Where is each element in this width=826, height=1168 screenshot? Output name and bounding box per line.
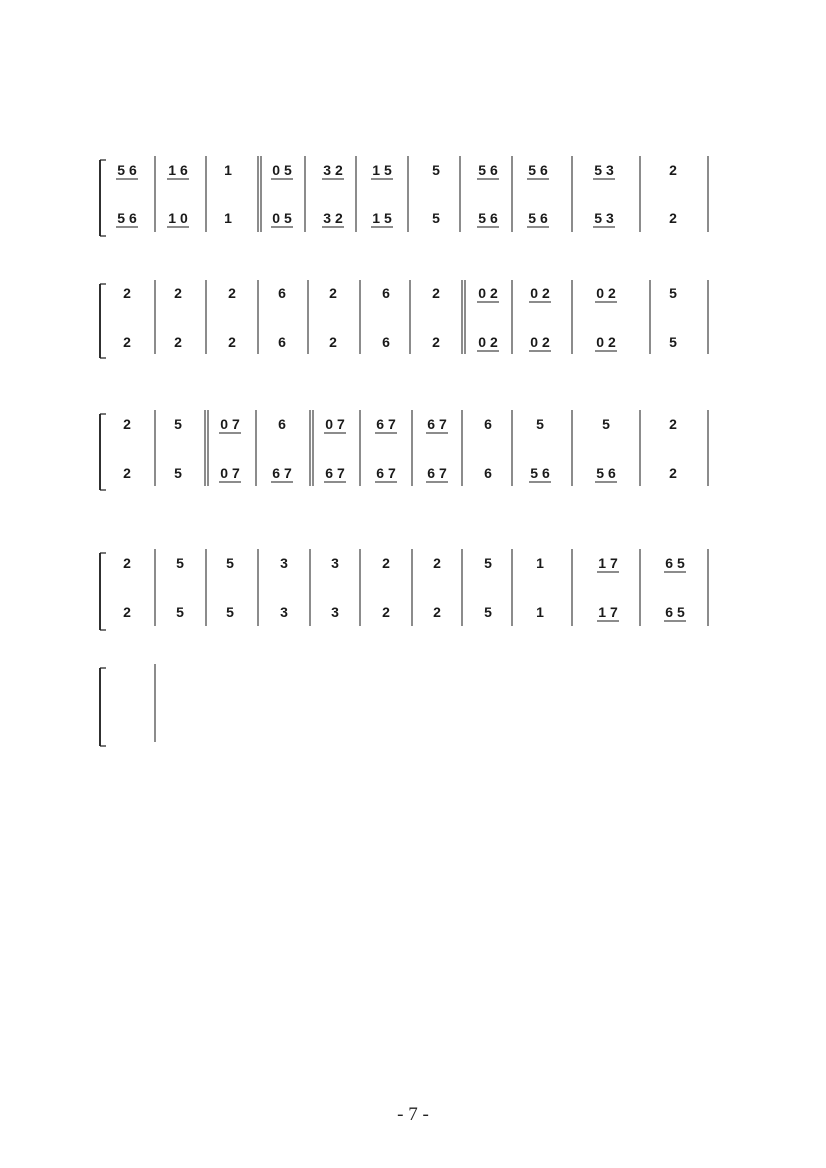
bottom-part-note: 2 <box>123 604 131 620</box>
bottom-part-note: 0 2 <box>530 334 550 350</box>
bottom-part-note: 5 3 <box>594 210 614 226</box>
bottom-part-note: 5 <box>432 210 440 226</box>
bottom-part-note: 1 0 <box>168 210 188 226</box>
top-part-note: 3 <box>280 555 288 571</box>
bottom-part-note: 0 5 <box>272 210 292 226</box>
top-part-note: 2 <box>228 285 236 301</box>
bottom-part-note: 6 7 <box>272 465 292 481</box>
bottom-part-note: 2 <box>382 604 390 620</box>
bottom-part-note: 1 <box>224 210 232 226</box>
bottom-part-note: 6 <box>382 334 390 350</box>
top-part-note: 5 <box>226 555 234 571</box>
top-part-note: 1 5 <box>372 162 392 178</box>
page-number: - 7 - <box>397 1104 429 1125</box>
top-part-note: 5 6 <box>117 162 137 178</box>
bottom-part-note: 5 6 <box>528 210 548 226</box>
top-part-note: 1 <box>536 555 544 571</box>
bottom-part-note: 2 <box>329 334 337 350</box>
top-part-note: 0 5 <box>272 162 292 178</box>
top-part-note: 3 <box>331 555 339 571</box>
top-part-note: 6 <box>278 285 286 301</box>
bottom-part-note: 6 7 <box>376 465 396 481</box>
top-part-note: 5 <box>432 162 440 178</box>
bottom-part-note: 5 <box>484 604 492 620</box>
bottom-part-note: 1 7 <box>598 604 618 620</box>
top-part-note: 6 <box>484 416 492 432</box>
top-part-note: 5 6 <box>478 162 498 178</box>
bottom-part-note: 2 <box>433 604 441 620</box>
top-part-note: 5 <box>176 555 184 571</box>
top-part-note: 1 6 <box>168 162 188 178</box>
top-part-note: 5 <box>669 285 677 301</box>
bottom-part-note: 1 5 <box>372 210 392 226</box>
top-part-note: 2 <box>432 285 440 301</box>
bottom-part-note: 3 <box>280 604 288 620</box>
top-part-note: 2 <box>669 162 677 178</box>
top-part-note: 0 2 <box>530 285 550 301</box>
bottom-part-note: 1 <box>536 604 544 620</box>
bottom-part-note: 5 6 <box>117 210 137 226</box>
top-part-note: 6 <box>382 285 390 301</box>
bottom-part-note: 5 6 <box>596 465 616 481</box>
bottom-part-note: 5 <box>174 465 182 481</box>
top-part-note: 0 7 <box>220 416 240 432</box>
bottom-part-note: 0 7 <box>220 465 240 481</box>
top-part-note: 6 7 <box>376 416 396 432</box>
top-part-note: 6 <box>278 416 286 432</box>
top-part-note: 5 <box>484 555 492 571</box>
top-part-note: 5 <box>174 416 182 432</box>
top-part-note: 0 2 <box>596 285 616 301</box>
bottom-part-note: 5 6 <box>530 465 550 481</box>
top-part-note: 5 <box>536 416 544 432</box>
bottom-part-note: 6 5 <box>665 604 685 620</box>
top-part-note: 5 3 <box>594 162 614 178</box>
bottom-part-note: 6 <box>484 465 492 481</box>
bottom-part-note: 2 <box>174 334 182 350</box>
top-part-note: 2 <box>123 285 131 301</box>
top-part-note: 0 7 <box>325 416 345 432</box>
top-part-note: 2 <box>329 285 337 301</box>
bottom-part-note: 6 7 <box>427 465 447 481</box>
top-part-note: 6 5 <box>665 555 685 571</box>
top-part-note: 0 2 <box>478 285 498 301</box>
top-part-note: 3 2 <box>323 162 343 178</box>
bottom-part-note: 2 <box>669 210 677 226</box>
bottom-part-note: 2 <box>228 334 236 350</box>
bottom-part-note: 2 <box>669 465 677 481</box>
bottom-part-note: 2 <box>123 334 131 350</box>
bottom-part-note: 3 2 <box>323 210 343 226</box>
top-part-note: 2 <box>433 555 441 571</box>
bottom-part-note: 5 6 <box>478 210 498 226</box>
top-part-note: 5 6 <box>528 162 548 178</box>
top-part-note: 5 <box>602 416 610 432</box>
top-part-note: 2 <box>669 416 677 432</box>
top-part-note: 2 <box>174 285 182 301</box>
bottom-part-note: 5 <box>176 604 184 620</box>
bottom-part-note: 5 <box>669 334 677 350</box>
top-part-note: 1 7 <box>598 555 618 571</box>
bottom-part-note: 2 <box>123 465 131 481</box>
bottom-part-note: 6 7 <box>325 465 345 481</box>
bottom-part-note: 5 <box>226 604 234 620</box>
bottom-part-note: 0 2 <box>478 334 498 350</box>
top-part-note: 2 <box>123 555 131 571</box>
bottom-part-note: 3 <box>331 604 339 620</box>
top-part-note: 2 <box>382 555 390 571</box>
bottom-part-note: 6 <box>278 334 286 350</box>
top-part-note: 1 <box>224 162 232 178</box>
top-part-note: 2 <box>123 416 131 432</box>
bottom-part-note: 0 2 <box>596 334 616 350</box>
top-part-note: 6 7 <box>427 416 447 432</box>
bottom-part-note: 2 <box>432 334 440 350</box>
